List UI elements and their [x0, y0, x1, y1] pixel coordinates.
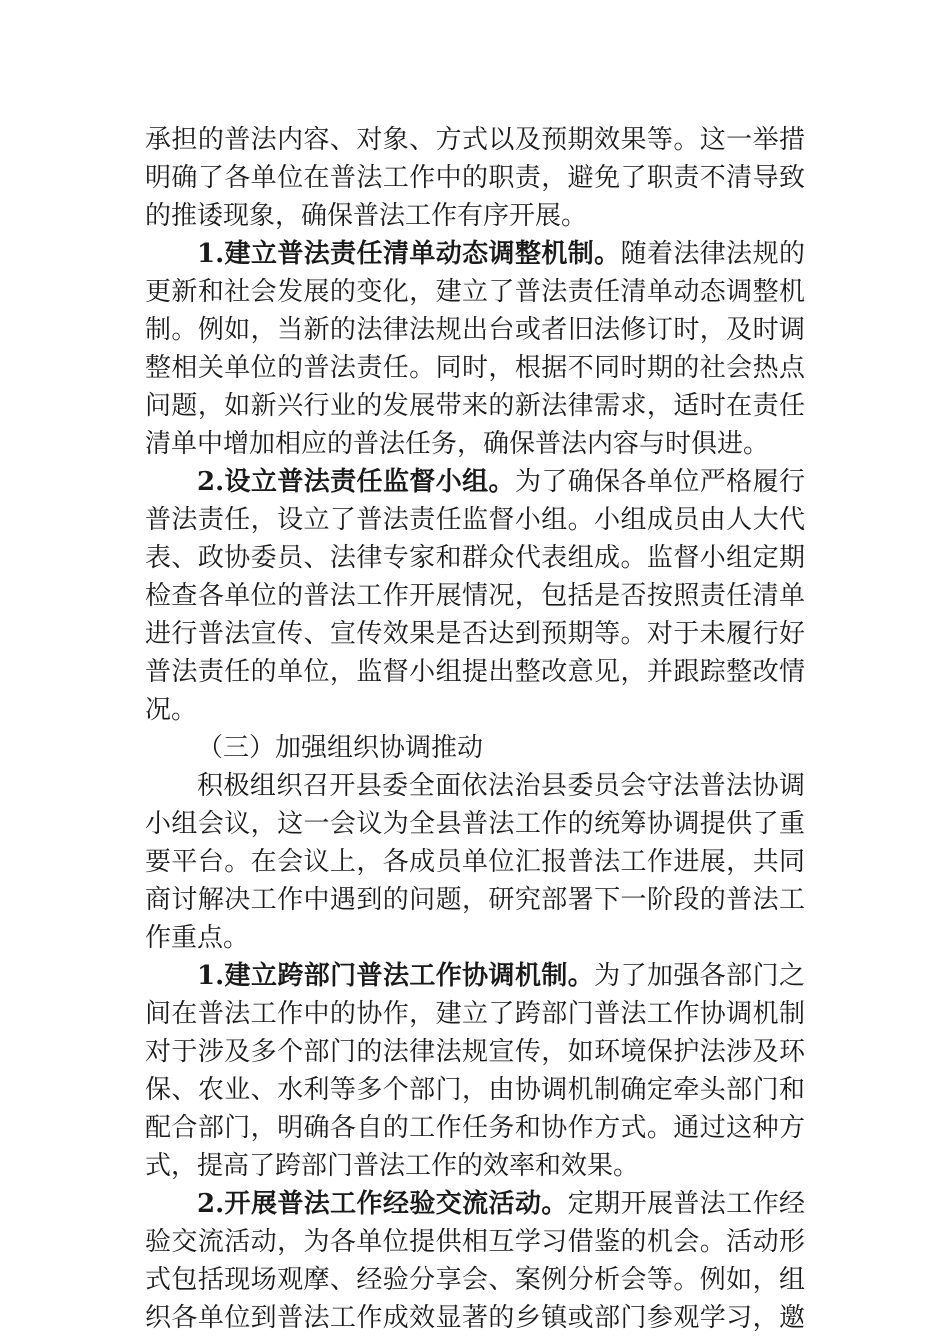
item-text: 为了确保各单位严格履行 — [514, 467, 805, 497]
paragraph-line: 整相关单位的普法责任。同时，根据不同时期的社会热点 — [145, 353, 805, 383]
paragraph-line: 式，提高了跨部门普法工作的效率和效果。 — [145, 1151, 640, 1181]
paragraph-line: 检查各单位的普法工作开展情况，包括是否按照责任清单 — [145, 581, 805, 611]
paragraph-line: 承担的普法内容、对象、方式以及预期效果等。这一举措 — [145, 125, 805, 155]
paragraph-line — [197, 958, 805, 994]
paragraph-line: 对于涉及多个部门的法律法规宣传，如环境保护法涉及环 — [145, 1037, 805, 1067]
paragraph-line: 问题，如新兴行业的发展带来的新法律需求，适时在责任 — [145, 391, 805, 421]
paragraph-line: 普法责任，设立了普法责任监督小组。小组成员由人大代 — [145, 505, 805, 535]
paragraph-line: 普法责任的单位，监督小组提出整改意见，并跟踪整改情 — [145, 657, 805, 687]
paragraph-line: 的推诿现象，确保普法工作有序开展。 — [145, 201, 588, 231]
item-text: 定期开展普法工作经 — [567, 1189, 805, 1219]
paragraph-line: 更新和社会发展的变化，建立了普法责任清单动态调整机 — [145, 277, 805, 307]
paragraph-line — [197, 464, 805, 500]
paragraph-line: 验交流活动，为各单位提供相互学习借鉴的机会。活动形 — [145, 1227, 805, 1257]
paragraph-line — [197, 1186, 805, 1222]
paragraph-line: 明确了各单位在普法工作中的职责，避免了职责不清导致 — [145, 163, 805, 193]
paragraph-line: 小组会议，这一会议为全县普法工作的统筹协调提供了重 — [145, 809, 805, 839]
section-heading: （三）加强组织协调推动 — [197, 733, 484, 763]
paragraph-line: 织各单位到普法工作成效显著的乡镇或部门参观学习，邀 — [145, 1303, 805, 1333]
paragraph-line: 表、政协委员、法律专家和群众代表组成。监督小组定期 — [145, 543, 805, 573]
paragraph-line: 商讨解决工作中遇到的问题，研究部署下一阶段的普法工 — [145, 885, 805, 915]
paragraph-line — [197, 236, 805, 272]
item-heading: 1.建立普法责任清单动态调整机制。 — [197, 239, 621, 269]
item-heading: 2.设立普法责任监督小组。 — [197, 467, 515, 497]
paragraph-line: 制。例如，当新的法律法规出台或者旧法修订时，及时调 — [145, 315, 805, 345]
paragraph-line: 要平台。在会议上，各成员单位汇报普法工作进展，共同 — [145, 847, 805, 877]
item-text: 随着法律法规的 — [620, 239, 805, 269]
item-heading: 2.开展普法工作经验交流活动。 — [197, 1189, 568, 1219]
paragraph-line: 清单中增加相应的普法任务，确保普法内容与时俱进。 — [145, 429, 770, 459]
paragraph-line: 况。 — [145, 695, 198, 725]
paragraph-line: 配合部门，明确各自的工作任务和协作方式。通过这种方 — [145, 1113, 805, 1143]
item-text: 为了加强各部门之 — [594, 961, 805, 991]
paragraph-line: 积极组织召开县委全面依法治县委员会守法普法协调 — [197, 771, 805, 801]
item-heading: 1.建立跨部门普法工作协调机制。 — [197, 961, 595, 991]
paragraph-line: 间在普法工作中的协作，建立了跨部门普法工作协调机制 — [145, 999, 805, 1029]
paragraph-line: 保、农业、水利等多个部门，由协调机制确定牵头部门和 — [145, 1075, 805, 1105]
paragraph-line: 式包括现场观摩、经验分享会、案例分析会等。例如，组 — [145, 1265, 805, 1295]
paragraph-line: 作重点。 — [145, 923, 250, 953]
paragraph-line: 进行普法宣传、宣传效果是否达到预期等。对于未履行好 — [145, 619, 805, 649]
